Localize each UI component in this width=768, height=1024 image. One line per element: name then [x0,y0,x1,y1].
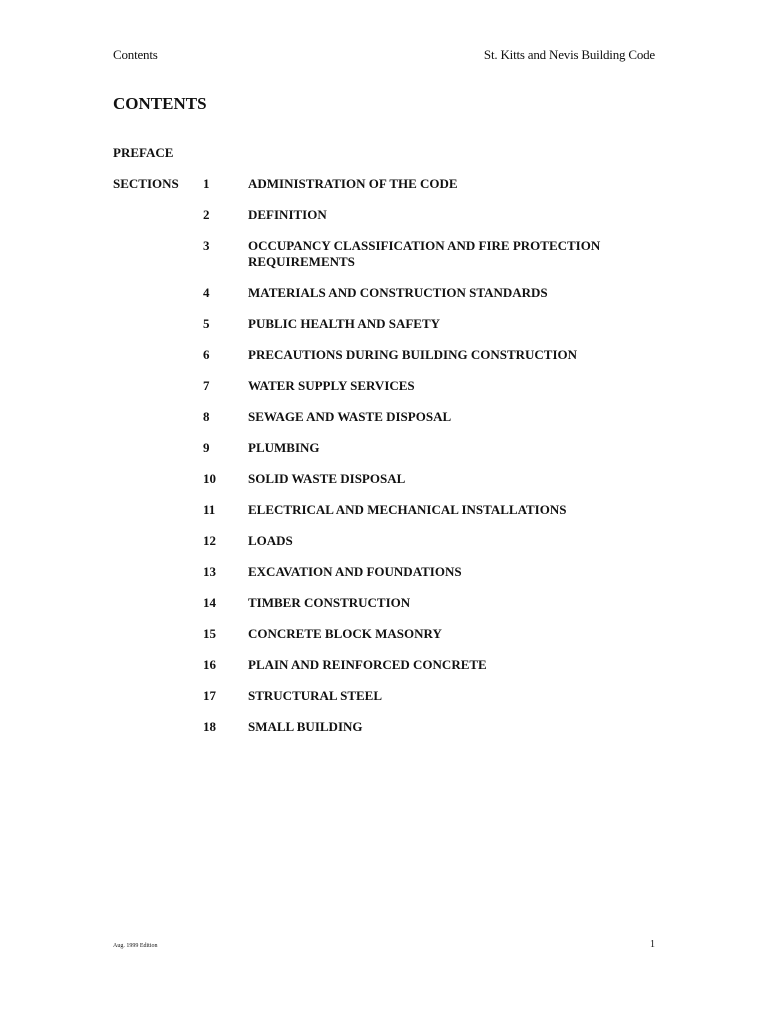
toc-section-number: 12 [203,533,216,548]
toc-section-title: ADMINISTRATION OF THE CODE [248,176,458,191]
toc-section-title: ELECTRICAL AND MECHANICAL INSTALLATIONS [248,502,567,517]
toc-section-title: LOADS [248,533,293,548]
toc-section-number: 5 [203,316,210,331]
toc-section-title: TIMBER CONSTRUCTION [248,595,411,610]
running-header-left: Contents [113,47,158,62]
toc-section-number: 11 [203,502,216,517]
toc-section-number: 17 [203,688,216,703]
toc-section-number: 13 [203,564,216,579]
toc-section-title: PLAIN AND REINFORCED CONCRETE [248,657,487,672]
running-header-right: St. Kitts and Nevis Building Code [483,47,655,62]
toc-section-number: 2 [203,207,210,222]
toc-section-number: 18 [203,719,216,734]
toc-section-title: SEWAGE AND WASTE DISPOSAL [248,409,452,424]
toc-section-title: OCCUPANCY CLASSIFICATION AND FIRE PROTECTION REQUIREMENTS [248,238,601,269]
toc-section-title: EXCAVATION AND FOUNDATIONS [248,564,462,579]
toc-section-title: STRUCTURAL STEEL [248,688,383,703]
toc-section-number: 3 [203,238,210,253]
toc-section-title: CONCRETE BLOCK MASONRY [248,626,442,641]
toc-section-number: 14 [203,595,216,610]
footer-page-number: 1 [650,939,655,950]
sections-label: SECTIONS [113,176,179,191]
toc-section-title: PLUMBING [248,440,320,455]
toc-section-title: MATERIALS AND CONSTRUCTION STANDARDS [248,285,548,300]
toc-section-title: SOLID WASTE DISPOSAL [248,471,406,486]
toc-section-number: 15 [203,626,216,641]
toc-section-title: SMALL BUILDING [248,719,363,734]
page-title: CONTENTS [113,94,207,113]
toc-section-number: 7 [203,378,210,393]
toc-section-title: PRECAUTIONS DURING BUILDING CONSTRUCTION [248,347,578,362]
toc-section-number: 10 [203,471,216,486]
toc-section-number: 9 [203,440,210,455]
toc-section-number: 16 [203,657,216,672]
toc-section-number: 6 [203,347,210,362]
preface-entry: PREFACE [113,145,174,160]
footer-edition: Aug. 1999 Edition [113,943,158,949]
toc-section-number: 1 [203,176,210,191]
toc-section-title: PUBLIC HEALTH AND SAFETY [248,316,441,331]
toc-section-title: DEFINITION [248,207,327,222]
toc-section-number: 4 [203,285,210,300]
toc-section-number: 8 [203,409,210,424]
toc-section-title: WATER SUPPLY SERVICES [248,378,415,393]
